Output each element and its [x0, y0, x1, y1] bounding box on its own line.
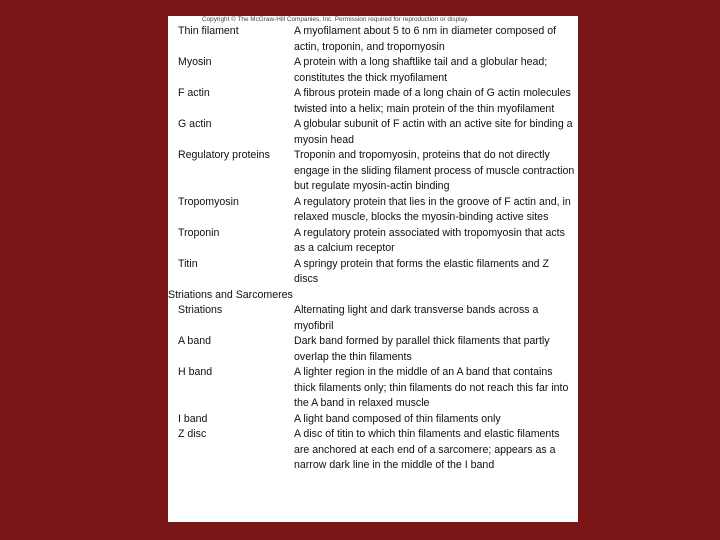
table-sheet: [168, 16, 578, 522]
term-cell: F actin: [178, 87, 210, 99]
term-cell: I band: [178, 412, 208, 425]
definition-cell: A fibrous protein made of a long chain of G actin molecules twisted into a helix; main protein of the thin myofilament: [294, 87, 571, 115]
definition-cell: A globular subunit of F actin with an active site for binding a myosin head: [294, 118, 573, 146]
table-row: [168, 257, 578, 288]
definition-cell: A lighter region in the middle of an A band that contains thick filaments only; thin filaments do not reach this far into the A band in relaxed muscle: [294, 366, 569, 409]
definition-cell: Dark band formed by parallel thick filaments that partly overlap the thin filaments: [294, 335, 550, 363]
table-row: [168, 427, 578, 474]
table-row: [168, 148, 578, 195]
definition-cell: A springy protein that forms the elastic filaments and Z discs: [294, 257, 549, 285]
definition-cell: A protein with a long shaftlike tail and a globular head; constitutes the thick myofilament: [294, 56, 548, 84]
definition-cell: A regulatory protein that lies in the groove of F actin and, in relaxed muscle, blocks the myosin-binding active sites: [294, 195, 571, 223]
copyright-notice: Copyright © The McGraw-Hill Companies, Inc. Permission required for reproduction or display.: [202, 16, 469, 23]
table-row: [168, 117, 578, 148]
definition-cell: A light band composed of thin filaments only: [294, 412, 501, 425]
table-row: [168, 195, 578, 226]
term-cell: A band: [178, 335, 211, 347]
term-cell: Striations: [178, 304, 223, 316]
definition-cell: Troponin and tropomyosin, proteins that do not directly engage in the sliding filament process of muscle contraction but regulate myosin-actin binding: [294, 149, 575, 192]
table-row: [168, 55, 578, 86]
term-cell: Regulatory proteins: [178, 149, 270, 161]
definition-cell: A myofilament about 5 to 6 nm in diameter composed of actin, troponin, and tropomyosin: [294, 25, 557, 53]
term-cell: Titin: [178, 257, 198, 270]
table-row: [168, 303, 578, 334]
term-cell: Troponin: [178, 226, 220, 239]
table-row: [168, 24, 578, 55]
term-cell: Myosin: [178, 56, 212, 68]
term-cell: Thin filament: [178, 25, 239, 37]
table-row: [168, 86, 578, 117]
term-cell: Tropomyosin: [178, 195, 239, 208]
definition-cell: A disc of titin to which thin filaments and elastic filaments are anchored at each end of a sarcomere; appears as a narrow dark line in the middle of the I band: [294, 428, 560, 471]
table-row: [168, 226, 578, 257]
definition-cell: A regulatory protein associated with tropomyosin that acts as a calcium receptor: [294, 226, 565, 254]
table-row: [168, 334, 578, 365]
table-row: [168, 365, 578, 412]
definition-cell: Alternating light and dark transverse bands across a myofibril: [294, 304, 539, 332]
term-cell: Z disc: [178, 428, 207, 440]
section-heading: Striations and Sarcomeres: [168, 288, 293, 301]
term-cell: H band: [178, 366, 213, 378]
definitions-table: [168, 24, 578, 474]
table-row: [168, 412, 578, 428]
term-cell: G actin: [178, 118, 212, 130]
